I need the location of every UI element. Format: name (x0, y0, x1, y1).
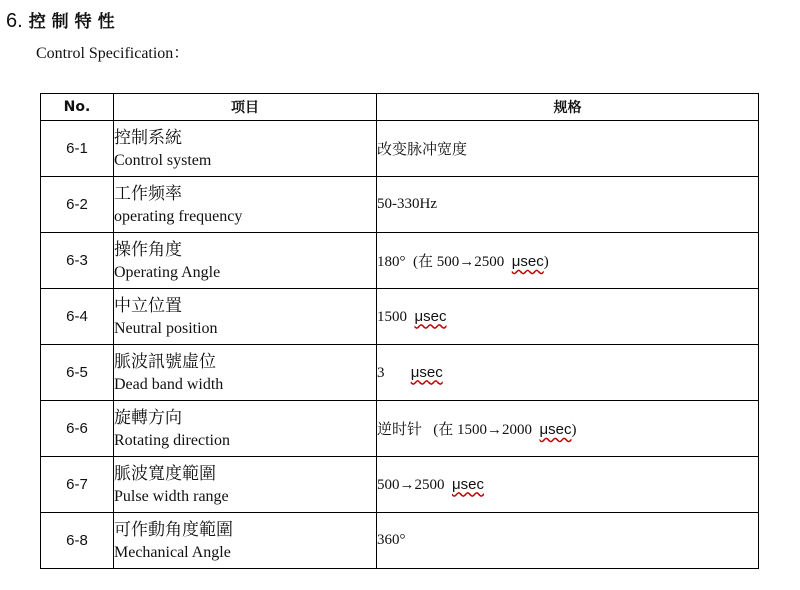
row-item (114, 401, 377, 457)
spec-unit: μsec (414, 307, 447, 325)
row-number: 6-2 (41, 177, 114, 233)
row-item (114, 233, 377, 289)
spec-unit: μsec (410, 363, 443, 381)
item-label-en: Control system (114, 151, 212, 169)
header-spec: 规格 (377, 94, 759, 121)
item-label-zh: 可作動角度範圍 (114, 519, 233, 540)
item-label-zh: 脈波寬度範圍 (114, 463, 216, 484)
spec-text: ) (571, 422, 577, 438)
row-number: 6-8 (41, 513, 114, 569)
table-row (41, 513, 759, 569)
table-row (41, 177, 759, 233)
spec-unit: μsec (452, 475, 484, 493)
item-label-en: Neutral position (114, 319, 218, 337)
spec-table (40, 93, 759, 569)
row-item (114, 345, 377, 401)
section-number: 6. (6, 10, 23, 32)
row-spec (377, 289, 759, 345)
spec-text: 50-330Hz (377, 196, 437, 212)
row-number: 6-5 (41, 345, 114, 401)
row-item (114, 289, 377, 345)
row-item (114, 177, 377, 233)
row-spec (377, 177, 759, 233)
section-title: 控制特性 (28, 12, 121, 32)
item-label-zh: 旋轉方向 (114, 407, 182, 428)
item-label-en: Operating Angle (114, 263, 221, 281)
spec-text: ) (543, 254, 549, 270)
item-label-en: Mechanical Angle (114, 543, 231, 561)
table-row (41, 457, 759, 513)
section-subtitle: Control Specification： (36, 45, 190, 62)
header-row (41, 94, 759, 121)
item-label-en: Pulse width range (114, 487, 229, 505)
spec-text: 改变脉冲宽度 (377, 142, 468, 158)
row-spec (377, 457, 759, 513)
row-spec (377, 401, 759, 457)
spec-text: 500→2500 (377, 476, 452, 493)
row-item (114, 513, 377, 569)
row-number: 6-3 (41, 233, 114, 289)
row-item (114, 457, 377, 513)
row-spec (377, 513, 759, 569)
item-label-zh: 脈波訊號虛位 (114, 351, 216, 372)
row-item (114, 121, 377, 177)
row-number: 6-4 (41, 289, 114, 345)
item-label-zh: 控制系統 (114, 127, 182, 148)
table-row (41, 233, 759, 289)
item-label-zh: 中立位置 (114, 295, 182, 316)
spec-text: 180° (在 500→2500 (377, 254, 512, 270)
item-label-en: operating frequency (114, 207, 243, 225)
item-label-en: Dead band width (114, 375, 224, 393)
table-body (41, 121, 759, 569)
row-spec (377, 121, 759, 177)
spec-text: 逆时针 (在 1500→2000 (377, 422, 540, 438)
spec-unit: μsec (539, 421, 572, 438)
spec-unit: μsec (511, 253, 544, 270)
item-label-zh: 操作角度 (114, 239, 182, 260)
item-label-zh: 工作频率 (114, 183, 182, 204)
row-number: 6-6 (41, 401, 114, 457)
row-number: 6-1 (41, 121, 114, 177)
header-item: 项目 (114, 94, 377, 121)
header-no: No. (41, 94, 114, 121)
row-number: 6-7 (41, 457, 114, 513)
table-row (41, 345, 759, 401)
spec-text: 360° (377, 532, 406, 548)
spec-text: 1500 (377, 308, 415, 325)
row-spec (377, 345, 759, 401)
table-row (41, 289, 759, 345)
item-label-en: Rotating direction (114, 431, 230, 449)
table-row (41, 121, 759, 177)
row-spec (377, 233, 759, 289)
spec-text: 3 (377, 364, 411, 381)
section-heading (6, 8, 121, 35)
table-row (41, 401, 759, 457)
